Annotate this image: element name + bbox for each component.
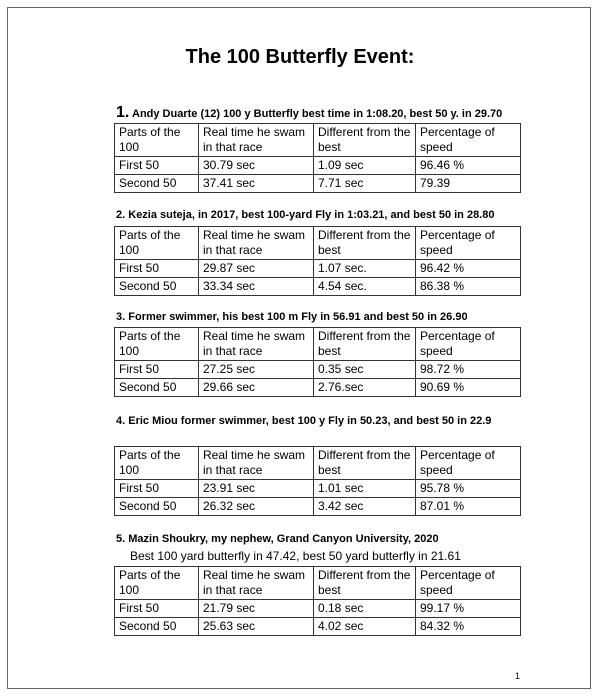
event-5-subline: Best 100 yard butterfly in 47.42, best 50 yard butterfly in 21.61 [130, 549, 461, 563]
event-2-heading [116, 209, 494, 221]
table-row [115, 498, 521, 516]
table-cell: Second 50 [115, 278, 199, 296]
table-row [115, 600, 521, 618]
header-cell: Real time he swam in that race [199, 328, 314, 361]
table-cell: 84.32 % [416, 618, 521, 636]
table-header-row [115, 567, 521, 600]
event-2-title: Kezia suteja, in 2017, best 100-yard Fly in 1:03.21, and best 50 in 28.80 [128, 209, 495, 221]
table-cell: 1.07 sec. [314, 260, 416, 278]
table-header-row [115, 227, 521, 260]
table-header-row [115, 447, 521, 480]
header-cell: Different from the best [314, 328, 416, 361]
table-row [115, 260, 521, 278]
header-cell: Parts of the 100 [115, 328, 199, 361]
event-1-table [114, 123, 521, 193]
event-5-table [114, 566, 521, 636]
header-cell: Parts of the 100 [115, 124, 199, 157]
header-cell: Real time he swam in that race [199, 447, 314, 480]
table-cell: First 50 [115, 600, 199, 618]
table-cell: 3.42 sec [314, 498, 416, 516]
table-cell: First 50 [115, 361, 199, 379]
header-cell: Different from the best [314, 124, 416, 157]
table-cell: 37.41 sec [199, 175, 314, 193]
table-cell: 98.72 % [416, 361, 521, 379]
table-row [115, 480, 521, 498]
table-header-row [115, 328, 521, 361]
table-cell: 1.09 sec [314, 157, 416, 175]
header-cell: Different from the best [314, 227, 416, 260]
header-cell: Percentage of speed [416, 328, 521, 361]
header-cell: Different from the best [314, 447, 416, 480]
table-cell: 33.34 sec [199, 278, 314, 296]
event-3-title: Former swimmer, his best 100 m Fly in 56.91 and best 50 in 26.90 [128, 311, 468, 323]
header-cell: Different from the best [314, 567, 416, 600]
table-row [115, 361, 521, 379]
table-cell: 23.91 sec [199, 480, 314, 498]
event-4-heading [116, 415, 491, 427]
page-title: The 100 Butterfly Event: [185, 46, 415, 68]
table-cell: Second 50 [115, 175, 199, 193]
header-cell: Real time he swam in that race [199, 567, 314, 600]
table-header-row [115, 124, 521, 157]
event-1-heading [116, 104, 502, 122]
table-cell: 29.66 sec [199, 379, 314, 397]
event-5-heading [116, 533, 439, 545]
table-row [115, 618, 521, 636]
header-cell: Parts of the 100 [115, 567, 199, 600]
table-cell: 4.54 sec. [314, 278, 416, 296]
header-cell: Percentage of speed [416, 227, 521, 260]
table-cell: 21.79 sec [199, 600, 314, 618]
table-row [115, 278, 521, 296]
table-cell: 96.46 % [416, 157, 521, 175]
table-cell: 25.63 sec [199, 618, 314, 636]
table-cell: 4.02 sec [314, 618, 416, 636]
table-cell: 90.69 % [416, 379, 521, 397]
event-4-title: Eric Miou former swimmer, best 100 y Fly in 50.23, and best 50 in 22.9 [128, 415, 492, 427]
table-cell: First 50 [115, 260, 199, 278]
table-row [115, 157, 521, 175]
table-row [115, 175, 521, 193]
event-4-table [114, 446, 521, 516]
table-cell: 79.39 [416, 175, 521, 193]
table-cell: Second 50 [115, 379, 199, 397]
table-cell: 86.38 % [416, 278, 521, 296]
table-cell: 95.78 % [416, 480, 521, 498]
table-cell: 7.71 sec [314, 175, 416, 193]
event-2-number: 2. [116, 209, 126, 221]
table-cell: First 50 [115, 480, 199, 498]
header-cell: Real time he swam in that race [199, 124, 314, 157]
event-1-number: 1. [116, 104, 130, 121]
event-5-title: Mazin Shoukry, my nephew, Grand Canyon University, 2020 [128, 533, 439, 545]
table-row [115, 379, 521, 397]
page-number: 1 [514, 671, 520, 681]
event-3-table [114, 327, 521, 397]
event-4-number: 4. [116, 415, 126, 427]
header-cell: Parts of the 100 [115, 447, 199, 480]
table-cell: 29.87 sec [199, 260, 314, 278]
event-3-number: 3. [116, 311, 126, 323]
header-cell: Real time he swam in that race [199, 227, 314, 260]
table-cell: 26.32 sec [199, 498, 314, 516]
table-cell: 30.79 sec [199, 157, 314, 175]
table-cell: 0.35 sec [314, 361, 416, 379]
table-cell: 0.18 sec [314, 600, 416, 618]
event-2-table [114, 226, 521, 296]
table-cell: Second 50 [115, 618, 199, 636]
event-5-number: 5. [116, 533, 126, 545]
header-cell: Percentage of speed [416, 447, 521, 480]
table-cell: 1.01 sec [314, 480, 416, 498]
table-cell: Second 50 [115, 498, 199, 516]
header-cell: Parts of the 100 [115, 227, 199, 260]
table-cell: 99.17 % [416, 600, 521, 618]
header-cell: Percentage of speed [416, 567, 521, 600]
table-cell: First 50 [115, 157, 199, 175]
table-cell: 2.76.sec [314, 379, 416, 397]
table-cell: 27.25 sec [199, 361, 314, 379]
table-cell: 96.42 % [416, 260, 521, 278]
event-1-title: Andy Duarte (12) 100 y Butterfly best time in 1:08.20, best 50 y. in 29.70 [132, 108, 503, 120]
event-3-heading [116, 311, 468, 323]
header-cell: Percentage of speed [416, 124, 521, 157]
table-cell: 87.01 % [416, 498, 521, 516]
